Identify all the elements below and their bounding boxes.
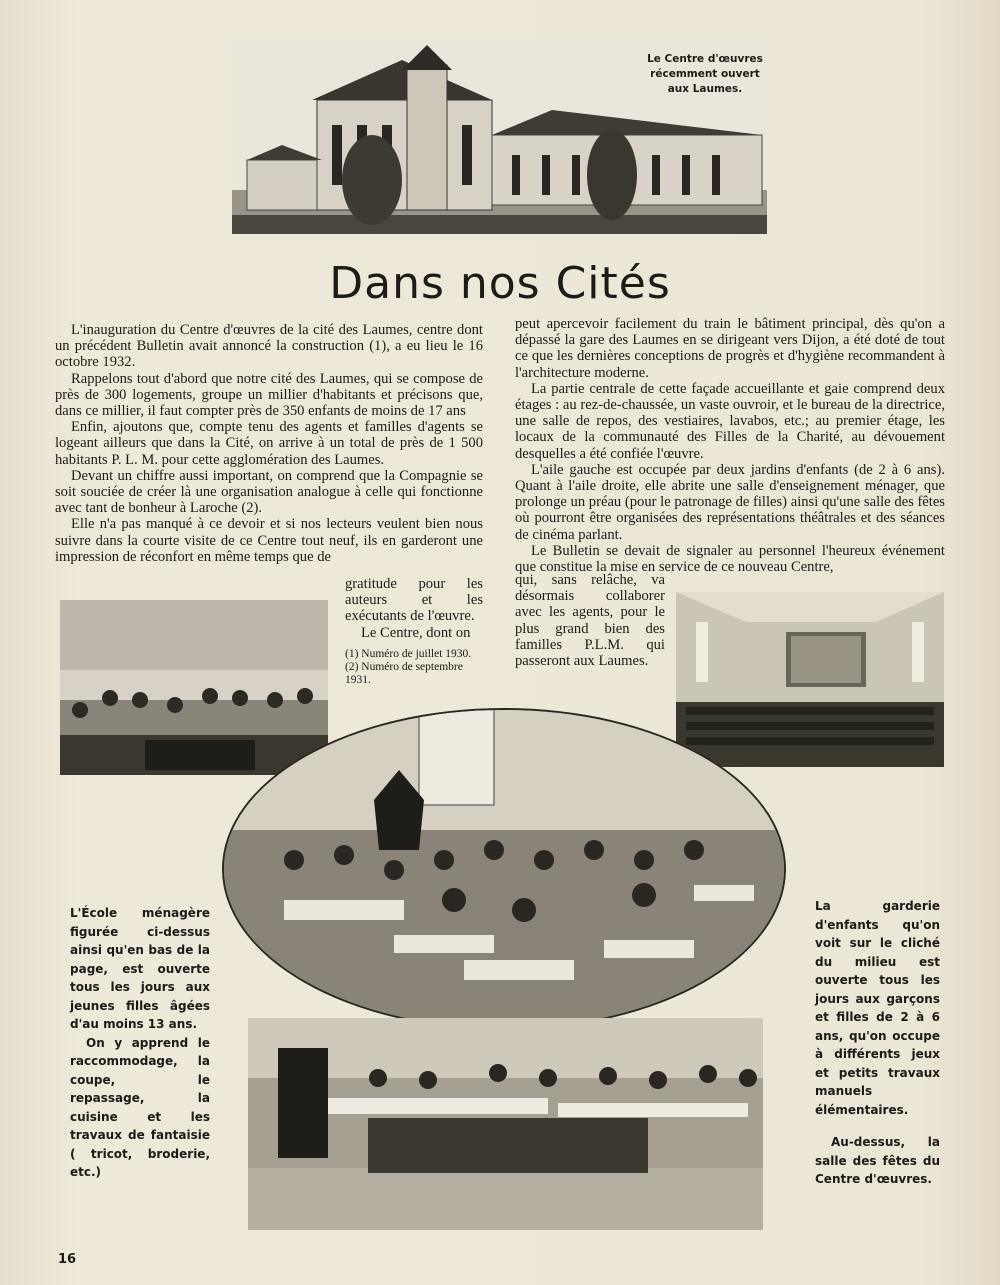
cooking-school-caption bbox=[70, 904, 210, 1182]
paragraph: Enfin, ajoutons que, compte tenu des agents et familles d'agents se logeant ailleurs que dans la Cité, on arrive à un total de près de 1 500 habitants P. L. M. pour cette agglomération des Laumes. bbox=[55, 419, 483, 468]
festival-hall-photo bbox=[676, 592, 944, 767]
paragraph: Rappelons tout d'abord que notre cité des Laumes, qui se compose de près de 300 logements, groupe un millier d'habitants et précisons que, dans ce millier, il faut compter près de 350 enfants de moins de 17 ans bbox=[55, 370, 483, 420]
paragraph: L'inauguration du Centre d'œuvres de la cité des Laumes, centre dont un précédent Bulletin avait annoncé la construction (1), a eu lieu le 16 octobre 1932. bbox=[55, 322, 483, 371]
nursery-class-photo bbox=[222, 708, 786, 1030]
paragraph: peut apercevoir facilement du train le bâtiment principal, dès qu'on a dépassé la gare des Laumes en se dirigeant vers Dijon, a été doté de tout ce que les dernières conceptions de progrès et d'hygiène recommandent à l'architecture moderne. bbox=[515, 316, 945, 381]
building-photo-caption bbox=[640, 52, 770, 97]
caption-paragraph: La garderie d'enfants qu'on voit sur le cliché du milieu est ouverte tous les jours aux garçons et filles de 2 à 6 ans, qu'on occupe à différents jeux et petits travaux manuels élémentaires. bbox=[815, 899, 940, 1117]
paragraph: gratitude pour les auteurs et les exécutants de l'œuvre. bbox=[345, 576, 483, 625]
caption-line: aux Laumes. bbox=[667, 83, 743, 95]
paragraph: L'aile gauche est occupée par deux jardins d'enfants (de 2 à 6 ans). Quant à l'aile droite, elle abrite une salle d'enseignement ménager, que prolonge un préau (pour le patronage de filles) ainsi qu'une salle des fêtes où pourront être organisées des représentations théâtrales et des séances de cinéma parlant. bbox=[515, 461, 945, 543]
paragraph: La partie centrale de cette façade accueillante et gaie comprend deux étages : au rez-de-chaussée, un vaste ouvroir, et le bureau de la directrice, une salle de repos, des vestiaires, lavabos, etc.; au premier étage, les locaux de la communauté des Filles de la Charité, au dévouement desquelles a été confiée l'œuvre. bbox=[515, 380, 945, 462]
caption-paragraph: On y apprend le raccommodage, la coupe, le repassage, la cuisine et les travaux de fantaisie ( tricot, broderie, etc.) bbox=[70, 1035, 210, 1179]
caption-paragraph: Au-dessus, la salle des fêtes du Centre d'œuvres. bbox=[815, 1135, 940, 1186]
article-right-column bbox=[515, 316, 945, 575]
paragraph: Elle n'a pas manqué à ce devoir et si nos lecteurs veulent bien nous suivre dans la courte visite de ce Centre tout neuf, ils en garderont une impression de réconfort en même temps que de bbox=[55, 516, 483, 565]
caption-line: récemment ouvert bbox=[650, 68, 760, 80]
article-left-column bbox=[55, 322, 483, 565]
cooking-class-photo bbox=[60, 600, 328, 775]
paragraph: Le Centre, dont on bbox=[361, 624, 471, 641]
sewing-class-photo bbox=[248, 1018, 763, 1230]
article-right-tail: qui, sans relâche, va désormais collaborer avec les agents, pour le plus grand bien des familles P.L.M. qui passeront aux Laumes. bbox=[515, 572, 665, 670]
footnote: (2) Numéro de septembre 1931. bbox=[345, 661, 463, 686]
nursery-caption bbox=[815, 897, 940, 1189]
paragraph: Devant un chiffre aussi important, on comprend que la Compagnie se soit souciée de créer là une organisation analogue à celle qui fonctionne avec tant de bonheur à Laroche (2). bbox=[55, 467, 483, 517]
footnotes bbox=[345, 648, 485, 687]
page-number: 16 bbox=[58, 1252, 77, 1267]
caption-line: Le Centre d'œuvres bbox=[647, 53, 763, 65]
caption-paragraph: L'École ménagère figurée ci-dessus ainsi qu'en bas de la page, est ouverte tous les jours aux jeunes filles âgées d'au moins 13 ans. bbox=[70, 906, 210, 1031]
article-left-tail bbox=[345, 576, 483, 641]
headline: Dans nos Cités bbox=[329, 258, 671, 309]
paragraph: Le Bulletin se devait de signaler au personnel l'heureux événement que constitue la mise en service de ce nouveau Centre, bbox=[515, 542, 945, 576]
footnote: (1) Numéro de juillet 1930. bbox=[345, 648, 472, 660]
